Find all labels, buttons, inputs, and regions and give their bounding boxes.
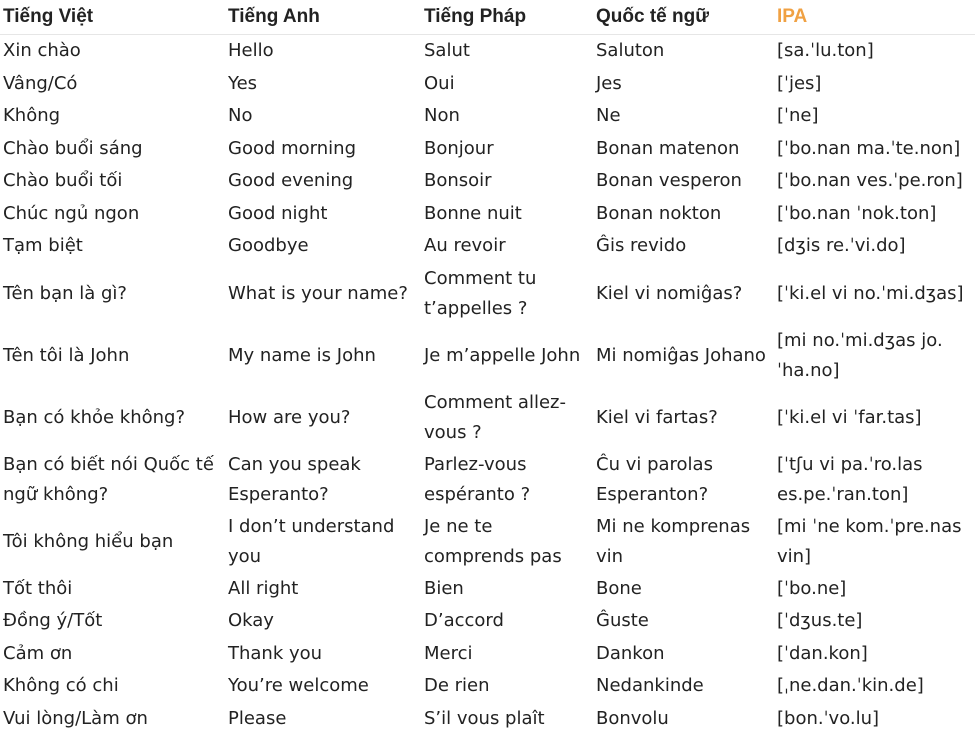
cell-english: Good night: [228, 202, 328, 224]
header-vietnamese: Tiếng Việt: [0, 0, 225, 35]
table-row: [0, 68, 975, 101]
cell-english: Thank you: [228, 642, 323, 664]
header-ipa: IPA: [774, 0, 975, 35]
table-row: [0, 670, 975, 703]
cell-vietnamese: Chào buổi sáng: [3, 137, 143, 159]
table-row: [0, 605, 975, 638]
table-row: [0, 387, 975, 449]
table-row: [0, 263, 975, 325]
cell-esperanto: Kiel vi fartas?: [596, 406, 718, 428]
cell-french: Salut: [424, 40, 470, 62]
cell-esperanto: Jes: [596, 72, 622, 94]
cell-english: Good evening: [228, 170, 354, 192]
cell-french: Comment allez-vous ?: [424, 391, 566, 443]
cell-french: Bonjour: [424, 137, 494, 159]
cell-esperanto: Mi nomiĝas Johano: [596, 344, 766, 366]
cell-ipa: [ˈbo.nan ˈnok.ton]: [777, 202, 937, 224]
cell-vietnamese: Xin chào: [3, 40, 81, 62]
cell-french: Parlez-vous espéranto ?: [424, 453, 531, 505]
table-row: [0, 133, 975, 166]
cell-vietnamese: Tên bạn là gì?: [3, 282, 127, 304]
cell-ipa: [mi no.ˈmi.dʒas jo.ˈha.no]: [777, 329, 943, 381]
cell-esperanto: Dankon: [596, 642, 665, 664]
cell-french: D’accord: [424, 610, 504, 632]
cell-english: How are you?: [228, 406, 351, 428]
cell-ipa: [dʒis re.ˈvi.do]: [777, 235, 906, 257]
header-row: [0, 0, 975, 35]
cell-esperanto: Mi ne komprenas vin: [596, 515, 751, 567]
table-row: [0, 35, 975, 68]
cell-vietnamese: Vâng/Có: [3, 72, 78, 94]
cell-french: Oui: [424, 72, 455, 94]
cell-vietnamese: Không: [3, 105, 61, 127]
table-row: [0, 573, 975, 606]
cell-vietnamese: Tên tôi là John: [3, 344, 130, 366]
cell-english: Hello: [228, 40, 274, 62]
cell-french: Comment tu t’appelles ?: [424, 267, 537, 319]
cell-vietnamese: Tôi không hiểu bạn: [3, 530, 174, 552]
table-row: [0, 165, 975, 198]
cell-esperanto: Bonan matenon: [596, 137, 740, 159]
cell-french: Non: [424, 105, 460, 127]
cell-english: My name is John: [228, 344, 376, 366]
cell-french: Bien: [424, 577, 464, 599]
cell-french: S’il vous plaît: [424, 707, 545, 729]
cell-english: Good morning: [228, 137, 356, 159]
cell-french: De rien: [424, 675, 490, 697]
cell-esperanto: Ĉu vi parolas Esperanton?: [596, 453, 713, 505]
header-esperanto: Quốc tế ngữ: [593, 0, 774, 35]
cell-vietnamese: Chúc ngủ ngon: [3, 202, 140, 224]
cell-vietnamese: Cảm ơn: [3, 642, 73, 664]
cell-esperanto: Bonan nokton: [596, 202, 722, 224]
cell-vietnamese: Vui lòng/Làm ơn: [3, 707, 148, 729]
table-row: [0, 100, 975, 133]
cell-english: No: [228, 105, 253, 127]
cell-ipa: [ˈbo.nan ves.ˈpe.ron]: [777, 170, 963, 192]
cell-ipa: [mi ˈne kom.ˈpre.nas vin]: [777, 515, 962, 567]
cell-vietnamese: Bạn có khỏe không?: [3, 406, 186, 428]
header-english: Tiếng Anh: [225, 0, 421, 35]
cell-ipa: [ˈdʒus.te]: [777, 610, 863, 632]
cell-english: What is your name?: [228, 282, 408, 304]
cell-ipa: [ˈne]: [777, 105, 819, 127]
cell-english: I don’t understand you: [228, 515, 395, 567]
cell-french: Bonsoir: [424, 170, 492, 192]
cell-ipa: [ˈki.el vi no.ˈmi.dʒas]: [777, 282, 964, 304]
cell-english: Yes: [228, 72, 258, 94]
cell-ipa: [ˈtʃu vi pa.ˈro.las es.pe.ˈran.ton]: [777, 453, 923, 505]
cell-ipa: [ˈdan.kon]: [777, 642, 868, 664]
cell-vietnamese: Bạn có biết nói Quốc tế ngữ không?: [3, 453, 214, 505]
cell-ipa: [ˈbo.ne]: [777, 577, 847, 599]
cell-esperanto: Ne: [596, 105, 621, 127]
cell-ipa: [ˈjes]: [777, 72, 822, 94]
cell-vietnamese: Chào buổi tối: [3, 170, 123, 192]
cell-english: Goodbye: [228, 235, 309, 257]
cell-french: Je ne te comprends pas: [424, 515, 562, 567]
cell-ipa: [sa.ˈlu.ton]: [777, 40, 874, 62]
cell-french: Je m’appelle John: [424, 344, 581, 366]
table-row: [0, 230, 975, 263]
cell-french: Au revoir: [424, 235, 506, 257]
header-french: Tiếng Pháp: [421, 0, 593, 35]
cell-vietnamese: Đồng ý/Tốt: [3, 610, 103, 632]
cell-vietnamese: Không có chi: [3, 675, 119, 697]
cell-vietnamese: Tốt thôi: [3, 577, 73, 599]
cell-ipa: [ˈki.el vi ˈfar.tas]: [777, 406, 922, 428]
cell-english: Can you speak Esperanto?: [228, 453, 361, 505]
table-row: [0, 703, 975, 736]
table-row: [0, 198, 975, 231]
cell-esperanto: Bonan vesperon: [596, 170, 742, 192]
cell-french: Bonne nuit: [424, 202, 522, 224]
cell-french: Merci: [424, 642, 473, 664]
table-row: [0, 325, 975, 387]
cell-esperanto: Saluton: [596, 40, 665, 62]
cell-esperanto: Kiel vi nomiĝas?: [596, 282, 743, 304]
cell-ipa: [ˌne.dan.ˈkin.de]: [777, 675, 924, 697]
cell-english: You’re welcome: [228, 675, 369, 697]
cell-english: Please: [228, 707, 287, 729]
cell-esperanto: Bonvolu: [596, 707, 669, 729]
cell-english: Okay: [228, 610, 274, 632]
cell-ipa: [bon.ˈvo.lu]: [777, 707, 880, 729]
cell-esperanto: Ĝuste: [596, 610, 649, 632]
cell-vietnamese: Tạm biệt: [3, 235, 83, 257]
cell-esperanto: Ĝis revido: [596, 235, 687, 257]
cell-esperanto: Bone: [596, 577, 642, 599]
cell-english: All right: [228, 577, 299, 599]
cell-ipa: [ˈbo.nan ma.ˈte.non]: [777, 137, 961, 159]
cell-esperanto: Nedankinde: [596, 675, 704, 697]
table-row: [0, 449, 975, 511]
table-row: [0, 638, 975, 671]
table-row: [0, 511, 975, 573]
